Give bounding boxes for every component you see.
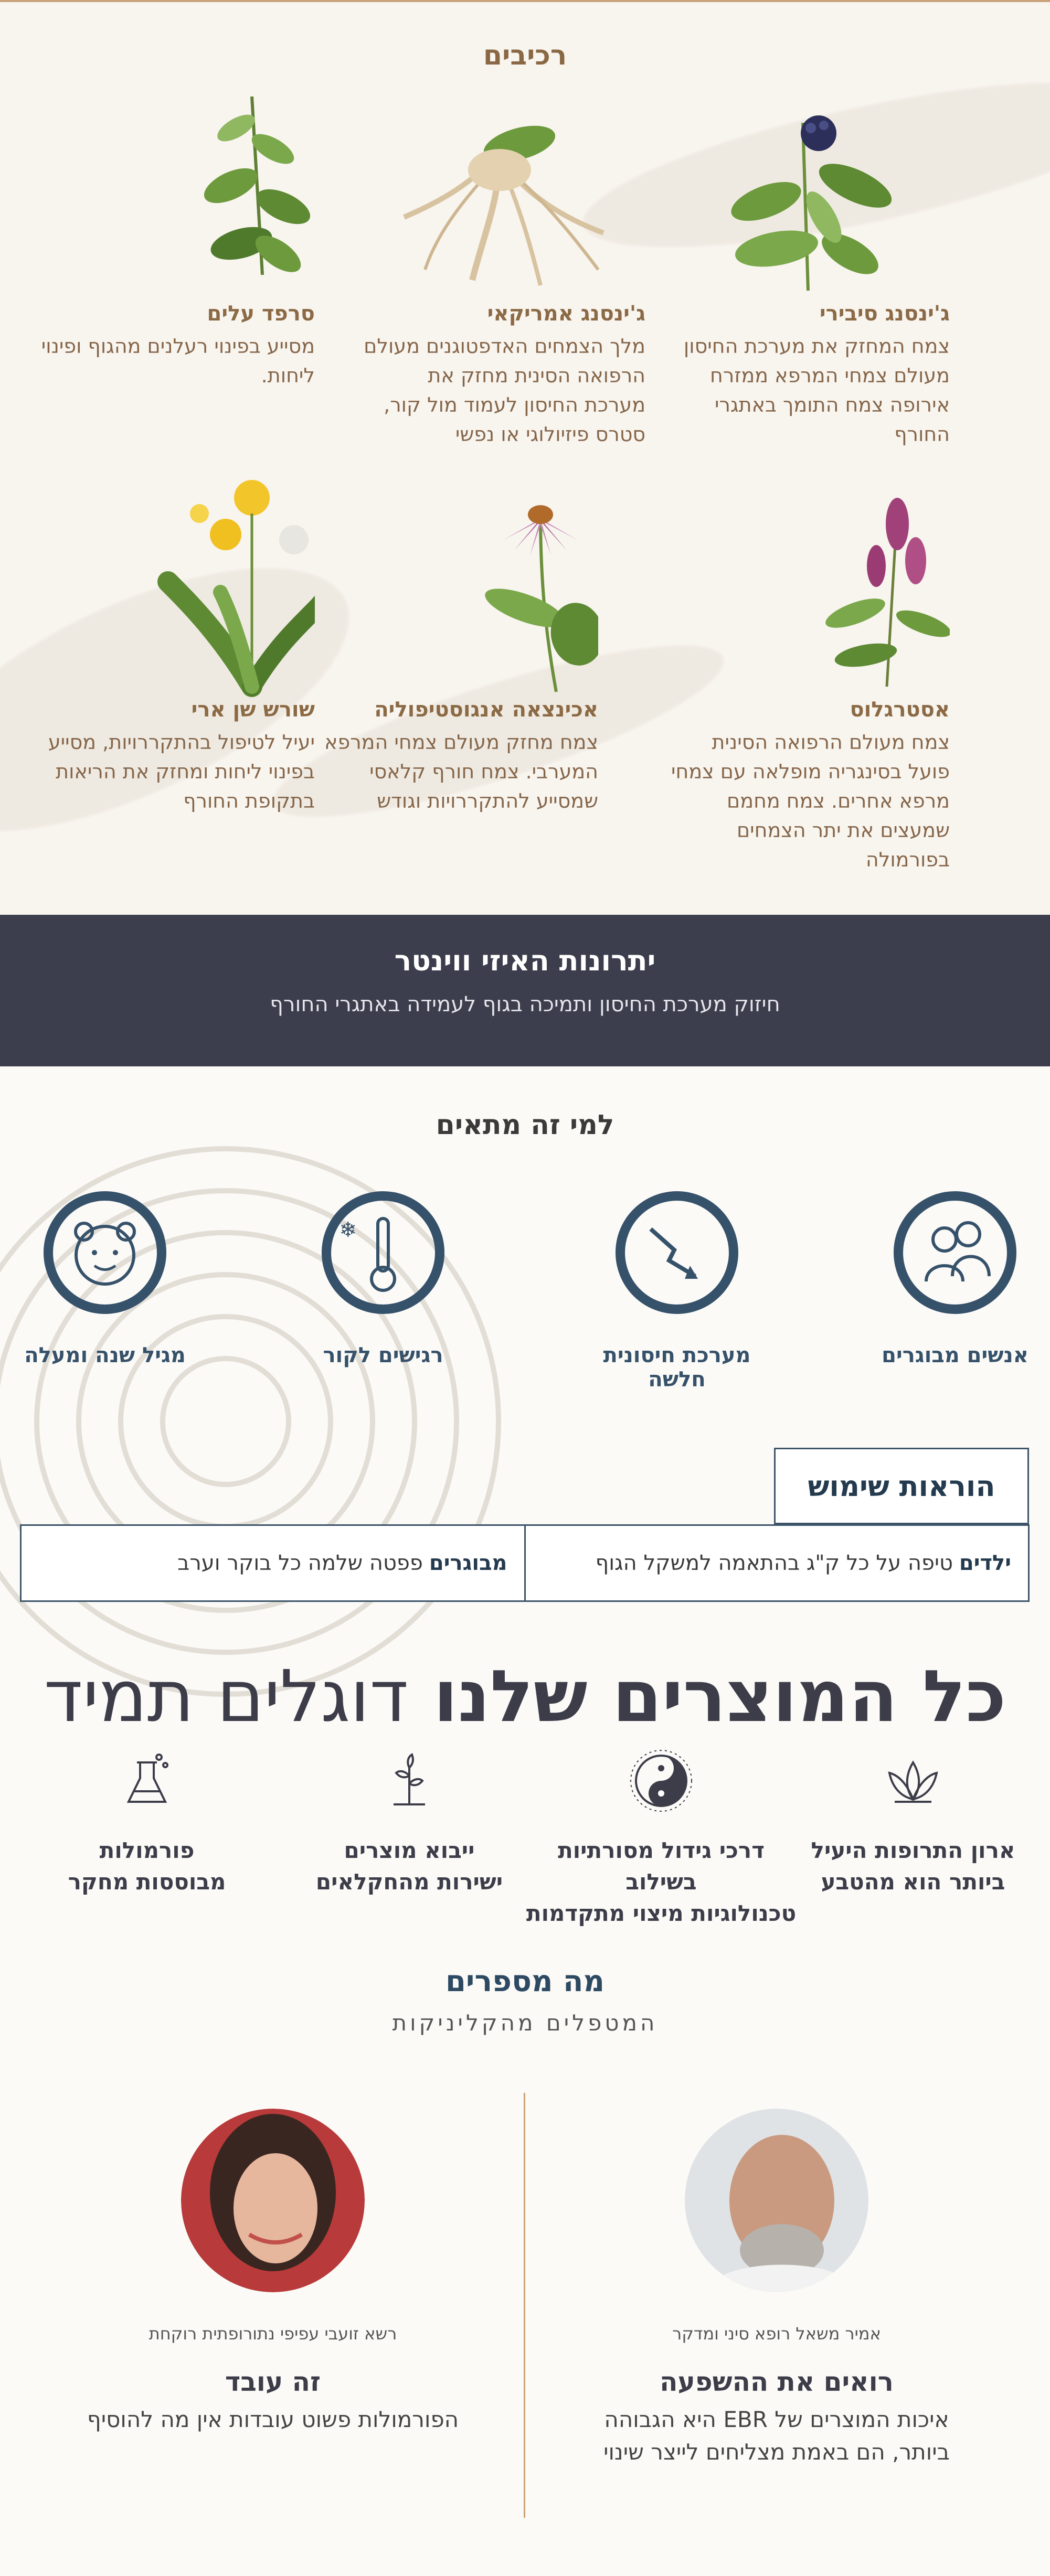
ingredient-name: ג'ינסנג אמריקאי [487, 302, 645, 326]
benefits-title: יתרונות האיזי ווינטר [394, 944, 656, 977]
ingredient-name: סרפד עלים [207, 302, 315, 326]
testimonial-quote: איכות המוצרים של EBR היא הגבוהה ביותר, הם באמת מצליחים לייצר שינוי [603, 2407, 950, 2465]
usage-title: הוראות שימוש [774, 1448, 1029, 1524]
testimonial-quote-title: זה עובד [225, 2367, 321, 2397]
cold-thermometer-icon [317, 1187, 449, 1318]
pioneers-title [0, 1652, 1050, 1741]
benefits-banner [0, 915, 1050, 1066]
ingredient-name: שורש שן ארי [191, 698, 315, 722]
ingredient-name: אכינצאה אנגוסטיפוליה [374, 698, 598, 722]
feature-line2: ביותר הוא מהטבע [821, 1869, 1005, 1895]
feature-line2: ישירות מהחקלאים [315, 1869, 503, 1895]
pioneers-title-light: דוגלים תמיד [44, 1655, 409, 1738]
audience-label: מגיל שנה ומעלה [24, 1343, 186, 1367]
usage-adults-label: מבוגרים [429, 1551, 507, 1575]
ingredient-description: צמח מעולם הרפואה הסינית פועל בסינגריה מופלאה עם צמחי מרפא אחרים. צמח מחמם שמעצים את יתר הצמחים בפורמולה [671, 731, 950, 871]
audience-item [572, 1187, 782, 1392]
ingredients-section [0, 2, 1050, 915]
feature-item [525, 1747, 798, 1929]
audience-item [850, 1187, 1050, 1367]
testimonial-card [577, 2109, 976, 2468]
testimonials-divider [524, 2093, 525, 2518]
usage-kids-label: ילדים [959, 1551, 1011, 1575]
audience-label: מערכת חיסונית חלשה [603, 1343, 751, 1392]
audience-label: רגישים לקור [323, 1343, 443, 1367]
svg-text:❄: ❄ [339, 1218, 357, 1242]
feature-line1: דרכי גידול מסורתיות בשילוב [558, 1837, 765, 1895]
usage-kids-cell [526, 1526, 1028, 1600]
audience-label: אנשים מבוגרים [882, 1343, 1028, 1367]
yin-yang-icon [627, 1747, 695, 1815]
feature-line1: פורמולות [99, 1837, 195, 1863]
ingredient-description: יעיל לטיפול בהתקררויות, מסייע בפינוי ליחות ומחזק את הריאות בתקופת החורף [48, 731, 315, 813]
feature-line1: ייבוא מוצרים [344, 1837, 475, 1863]
nettle-illustration [31, 81, 315, 301]
usage-kids-text: טיפה על כל ק"ג בהתאמה למשקל הגוף [595, 1551, 953, 1575]
feature-item [798, 1747, 1028, 1898]
testimonials-subtitle: המטפלים מהקליניקות [392, 2010, 658, 2036]
ingredient-description: מסייע בפינוי רעלנים מהגוף ופינוי ליחות. [41, 335, 315, 387]
testimonial-person: אמיר משאל רופא סיני ומדקר [672, 2324, 881, 2344]
ingredient-name: אסטרגלוס [850, 698, 950, 722]
avatar [181, 2109, 365, 2292]
usage-adults-cell [22, 1526, 526, 1600]
testimonial-person: רשא זועבי עפיפי נתורופתית רוקחת [149, 2324, 397, 2344]
feature-item [294, 1747, 525, 1898]
usage-adults-text: פפטה שלמה כל בוקר וערב [177, 1551, 423, 1575]
flask-icon [113, 1747, 181, 1815]
ingredient-description: צמח מחזק מעולם צמחי המרפא המערבי. צמח חורף קלאסי שמסייע להתקררויות וגודש [324, 731, 598, 813]
usage-table [20, 1524, 1030, 1602]
siberian-ginseng-illustration [666, 81, 950, 301]
elderly-couple-icon [889, 1187, 1021, 1318]
audience-item [0, 1187, 210, 1367]
avatar [685, 2109, 868, 2292]
american-ginseng-root-illustration [362, 81, 645, 301]
audience-title: למי זה מתאים [436, 1109, 614, 1141]
dandelion-illustration [31, 477, 315, 697]
declining-arrow-icon [611, 1187, 743, 1318]
audience-section [0, 1066, 1050, 1497]
toddler-face-icon [39, 1187, 171, 1318]
feature-line2: מבוססות מחקר [68, 1869, 226, 1895]
sprout-hand-icon [375, 1747, 443, 1815]
benefits-subtitle: חיזוק מערכת החיסון ותמיכה בגוף לעמידה באתגרי החורף [270, 992, 780, 1017]
lotus-icon [879, 1747, 947, 1815]
testimonial-quote-title: רואים את ההשפעה [660, 2367, 894, 2397]
ingredient-name: ג'ינסנג סיבירי [819, 302, 950, 326]
audience-item [278, 1187, 488, 1367]
echinacea-illustration [315, 477, 598, 697]
testimonial-quote: הפורמולות פשוט עובדות אין מה להוסיף [87, 2407, 459, 2432]
testimonial-card [73, 2109, 472, 2436]
ingredient-description: צמח המחזק את מערכת החיסון מעולם צמחי המרפא ממזרח אירופה צמח התומך באתגרי החורף [683, 335, 950, 446]
ingredients-title: רכיבים [483, 40, 567, 71]
astragalus-illustration [666, 477, 950, 697]
feature-line2: טכנולוגיות מיצוי מתקדמות [526, 1900, 797, 1926]
pioneers-title-bold: כל המוצרים שלנו [433, 1655, 1006, 1738]
ingredient-description: מלך הצמחים האדפטוגנים מעולם הרפואה הסינית מחזק את מערכת החיסון לעמוד מול קור, סטרס פיזיולוגי או נפשי [364, 335, 645, 446]
feature-item [47, 1747, 247, 1898]
testimonials-title: מה מספרים [445, 1964, 605, 1998]
feature-line1: ארון התרופות היעיל [811, 1837, 1015, 1863]
